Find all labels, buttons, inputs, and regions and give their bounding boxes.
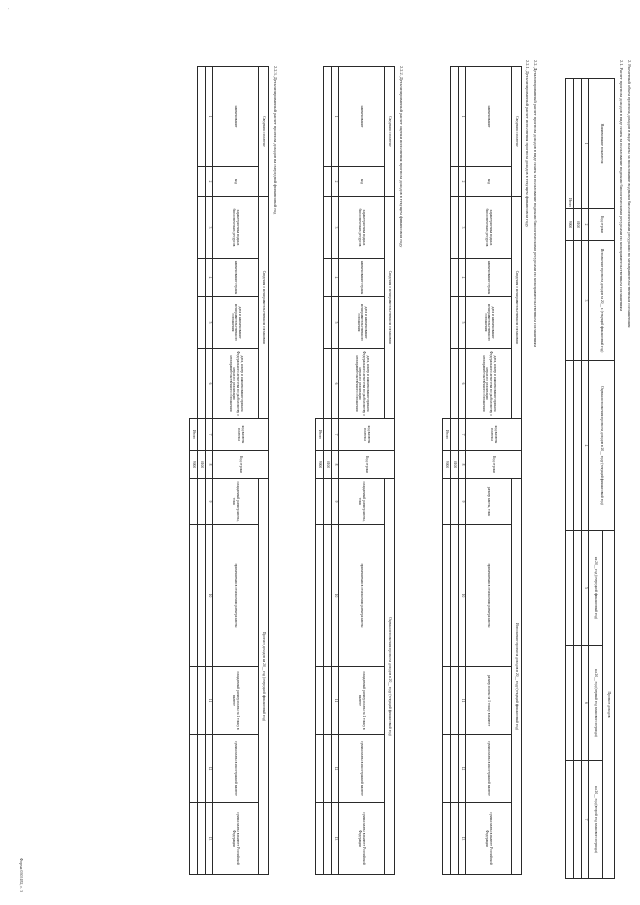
num: 5 [206,297,213,349]
num: 12 [206,735,213,803]
cell-empty [574,531,582,646]
cell-empty [443,735,451,803]
col-rub: сумма платы в валюте Российской Федерации [466,803,512,875]
num: 7 [332,419,339,451]
cell-empty [451,197,459,259]
col-foreign: сумма платы в иностранной валюте [213,735,259,803]
row-code: 0100 [324,451,332,479]
cell-empty [574,241,582,361]
year2: на 20__ год (первый год планового периода) [589,646,603,761]
col-expected-rate: ожидаемый размер платы за 1 тонну в валюте [339,667,385,735]
num: 8 [206,451,213,479]
cell-empty [190,479,198,525]
total-code: 9000 [190,451,198,479]
num: 7 [206,419,213,451]
col-code: код [213,167,259,197]
num: 13 [459,803,466,875]
col-name: Наименование показателя [589,79,615,209]
total-label: Итого [443,419,451,451]
num: 8 [459,451,466,479]
num: 6 [332,349,339,419]
col-name: наименование [339,67,385,167]
cell-empty [324,419,332,451]
cell-empty [451,525,459,667]
cell-empty [443,525,451,667]
col-date: дата и наименование межправительственного соглашения [213,297,259,349]
year1: на 20__ год (очередной финансовый год) [589,531,603,646]
cell-empty [566,646,574,761]
num: 3 [206,197,213,259]
table-2-2-1 [442,66,522,875]
col-unit: применяемая в отношении размера квоты [466,525,512,667]
cell-empty [566,361,574,531]
cell-empty [198,479,206,525]
col-reg: дата, номер и наименование приказа Федерального агентства по рыболовству о мерах по реализации межправительственного соглашения [466,349,512,419]
cell-empty [451,67,459,167]
col-country: наименование страны [466,259,512,297]
cell-empty [324,803,332,875]
cell-empty [451,419,459,451]
forecast-group: Прогноз доходов [603,531,615,879]
col-currency: код валюты платежа [213,419,269,451]
est-group: Оценка исполнения прогноза доходов в 20__ году (текущий финансовый год) [385,479,395,875]
total-label: Итого [566,79,574,209]
row-code: 0100 [198,451,206,479]
num: 3 [582,241,589,361]
col-exec: Исполнение прогноза доходов за 20__ г. (текущий финансовый год) [589,241,615,361]
cell-empty [198,297,206,349]
cell-empty [324,297,332,349]
exec-group: Исполнение прогноза доходов в 20__ году (текущий финансовый год) [512,479,522,875]
cell-empty [324,259,332,297]
col-foreign: сумма платы в иностранной валюте [339,735,385,803]
cell-empty [451,297,459,349]
cell-empty [443,803,451,875]
cell-empty [574,646,582,761]
num: 11 [459,667,466,735]
agreement-header: Сведения о межправительственном соглашении [385,197,395,419]
cell-empty [324,197,332,259]
cell-empty [443,479,451,525]
num: 10 [459,525,466,667]
col-date: дата и наименование межправительственного соглашения [339,297,385,349]
total-label: Итого [190,419,198,451]
col-rate: размер квоты, тонн [466,479,512,525]
num: 12 [332,735,339,803]
cell-empty [198,803,206,875]
cell-empty [451,667,459,735]
cell-empty [324,167,332,197]
num: 10 [332,525,339,667]
num: 11 [332,667,339,735]
num: 6 [206,349,213,419]
col-currency: код валюты платежа [339,419,395,451]
col-linecode: Код строки [466,451,522,479]
cell-empty [316,525,324,667]
cell-empty [190,735,198,803]
col-rub: сумма платы в валюте Российской Федерации [339,803,385,875]
col-reg: дата, номер и наименование приказа Федерального агентства по рыболовству о мерах по реализации межправительственного соглашения [339,349,385,419]
total-code: 9000 [566,209,574,241]
num: 10 [206,525,213,667]
cell-empty [324,525,332,667]
num: 5 [582,531,589,646]
num: 4 [582,361,589,531]
col-rate-exp: ожидаемый размер квоты, тонн [213,479,259,525]
num: 2 [582,209,589,241]
num: 9 [206,479,213,525]
col-linecode: Код строки [213,451,269,479]
year3: на 20__ год (второй год планового периода) [589,761,603,879]
section21-heading: 2.1. Расчет прогноза доходов в виде платы за пользование водными биологическими ресурсами по межправительственным соглашениям [619,60,624,312]
num: 8 [332,451,339,479]
num: 3 [332,197,339,259]
cell-empty [451,735,459,803]
num: 1 [459,67,466,167]
cell-empty [443,667,451,735]
col-country: наименование страны [213,259,259,297]
cell-empty [324,67,332,167]
table-2-2-2 [315,66,395,875]
cell-empty [451,803,459,875]
section222-heading: 2.2.2. Детализированный расчет оценки исполнения прогноза доходов в текущем финансовом году [399,66,404,248]
cell-empty [451,479,459,525]
num: 7 [459,419,466,451]
col-name: наименование [466,67,512,167]
table-2-2-3 [189,66,269,875]
num: 2 [332,167,339,197]
cell-empty [324,479,332,525]
cell-empty [316,803,324,875]
total-code: 9000 [443,451,451,479]
cell-empty [198,735,206,803]
col-linecode: Код строки [339,451,395,479]
cell-empty [566,761,574,879]
col-date: дата и наименование межправительственного соглашения [466,297,512,349]
section2-heading: 2. Расчетный объем прогноза доходов в виде платы за пользование водными биологическими ресурсами по межправительственным соглашениям [627,60,632,328]
num: 2 [206,167,213,197]
col-est: Оценка исполнения прогноза доходов в 20__ году (текущий финансовый год) [589,361,615,531]
section22-heading: 2.2. Детализированный расчет прогноза доходов в виде платы за пользование водными биологическими ресурсами по межправительственным соглашениям [533,60,538,348]
num: 1 [332,67,339,167]
cell-empty [198,667,206,735]
col-foreign: сумма платы в иностранной валюте [466,735,512,803]
col-code: код [466,167,512,197]
cell-empty [316,479,324,525]
cell-empty [451,167,459,197]
col-char: характеристика водных биологических ресурсов [213,197,259,259]
cell-empty [451,349,459,419]
num: 9 [459,479,466,525]
num: 4 [332,259,339,297]
col-char: характеристика водных биологических ресурсов [339,197,385,259]
cell-empty [316,667,324,735]
cell-empty [190,667,198,735]
col-expected-rate: ожидаемый размер платы за 1 тонну в валюте [213,667,259,735]
info-header: Сведения о платеже [512,67,522,197]
cell-empty [190,803,198,875]
num: 12 [459,735,466,803]
col-currency: код валюты платежа [466,419,522,451]
num: 4 [206,259,213,297]
total-code: 9000 [316,451,324,479]
cell-empty [324,735,332,803]
num: 3 [459,197,466,259]
row-code: 0100 [451,451,459,479]
cell-empty [566,241,574,361]
col-code: код [339,167,385,197]
cell-empty [198,67,206,167]
num: 4 [459,259,466,297]
num: 6 [459,349,466,419]
cell-empty [198,419,206,451]
total-label: Итого [316,419,324,451]
cell-empty [190,525,198,667]
cell-empty [324,667,332,735]
cell-empty [198,259,206,297]
num: 11 [206,667,213,735]
num: 7 [582,761,589,879]
num: 9 [332,479,339,525]
info-header: Сведения о платеже [259,67,269,197]
cell-empty [198,525,206,667]
col-unit: применяемая в отношении размера квоты [213,525,259,667]
stray-mark: · [5,8,10,10]
cell-empty [574,761,582,879]
row-code: 0100 [574,209,582,241]
section221-heading: 2.2.1. Детализированный расчет исполнения прогноза доходов в текущем финансовом году [525,60,530,228]
num: 1 [206,67,213,167]
num: 6 [582,646,589,761]
cell-empty [198,349,206,419]
cell-empty [574,361,582,531]
cell-empty [198,197,206,259]
col-code: Код строки [589,209,615,241]
num: 1 [582,79,589,209]
form-code: Форма 0505182, с. 3 [19,858,24,893]
num: 5 [459,297,466,349]
cell-empty [316,735,324,803]
num: 13 [206,803,213,875]
col-rate-exp: ожидаемый размер квоты, тонн [339,479,385,525]
cell-empty [198,167,206,197]
col-country: наименование страны [339,259,385,297]
col-rub: сумма платы в валюте Российской Федерации [213,803,259,875]
table-2-1 [565,78,615,879]
num: 2 [459,167,466,197]
agreement-header: Сведения о межправительственном соглашении [512,197,522,419]
num: 5 [332,297,339,349]
cell-empty [451,259,459,297]
agreement-header: Сведения о межправительственном соглашении [259,197,269,419]
col-rate-per-t: размер платы за 1 тонну в валюте [466,667,512,735]
col-unit: применяемая в отношении размера квоты [339,525,385,667]
col-char: характеристика водных биологических ресурсов [466,197,512,259]
section223-heading: 2.2.3. Детализированный расчет прогноза доходов на очередной финансовый год [273,66,278,215]
fc-group: Прогноз доходов на 20__ год (очередной финансовый год) [259,479,269,875]
cell-empty [566,531,574,646]
col-reg: дата, номер и наименование приказа Федерального агентства по рыболовству о мерах по реализации межправительственного соглашения [213,349,259,419]
cell-empty [574,79,582,209]
cell-empty [324,349,332,419]
num: 13 [332,803,339,875]
info-header: Сведения о платеже [385,67,395,197]
col-name: наименование [213,67,259,167]
